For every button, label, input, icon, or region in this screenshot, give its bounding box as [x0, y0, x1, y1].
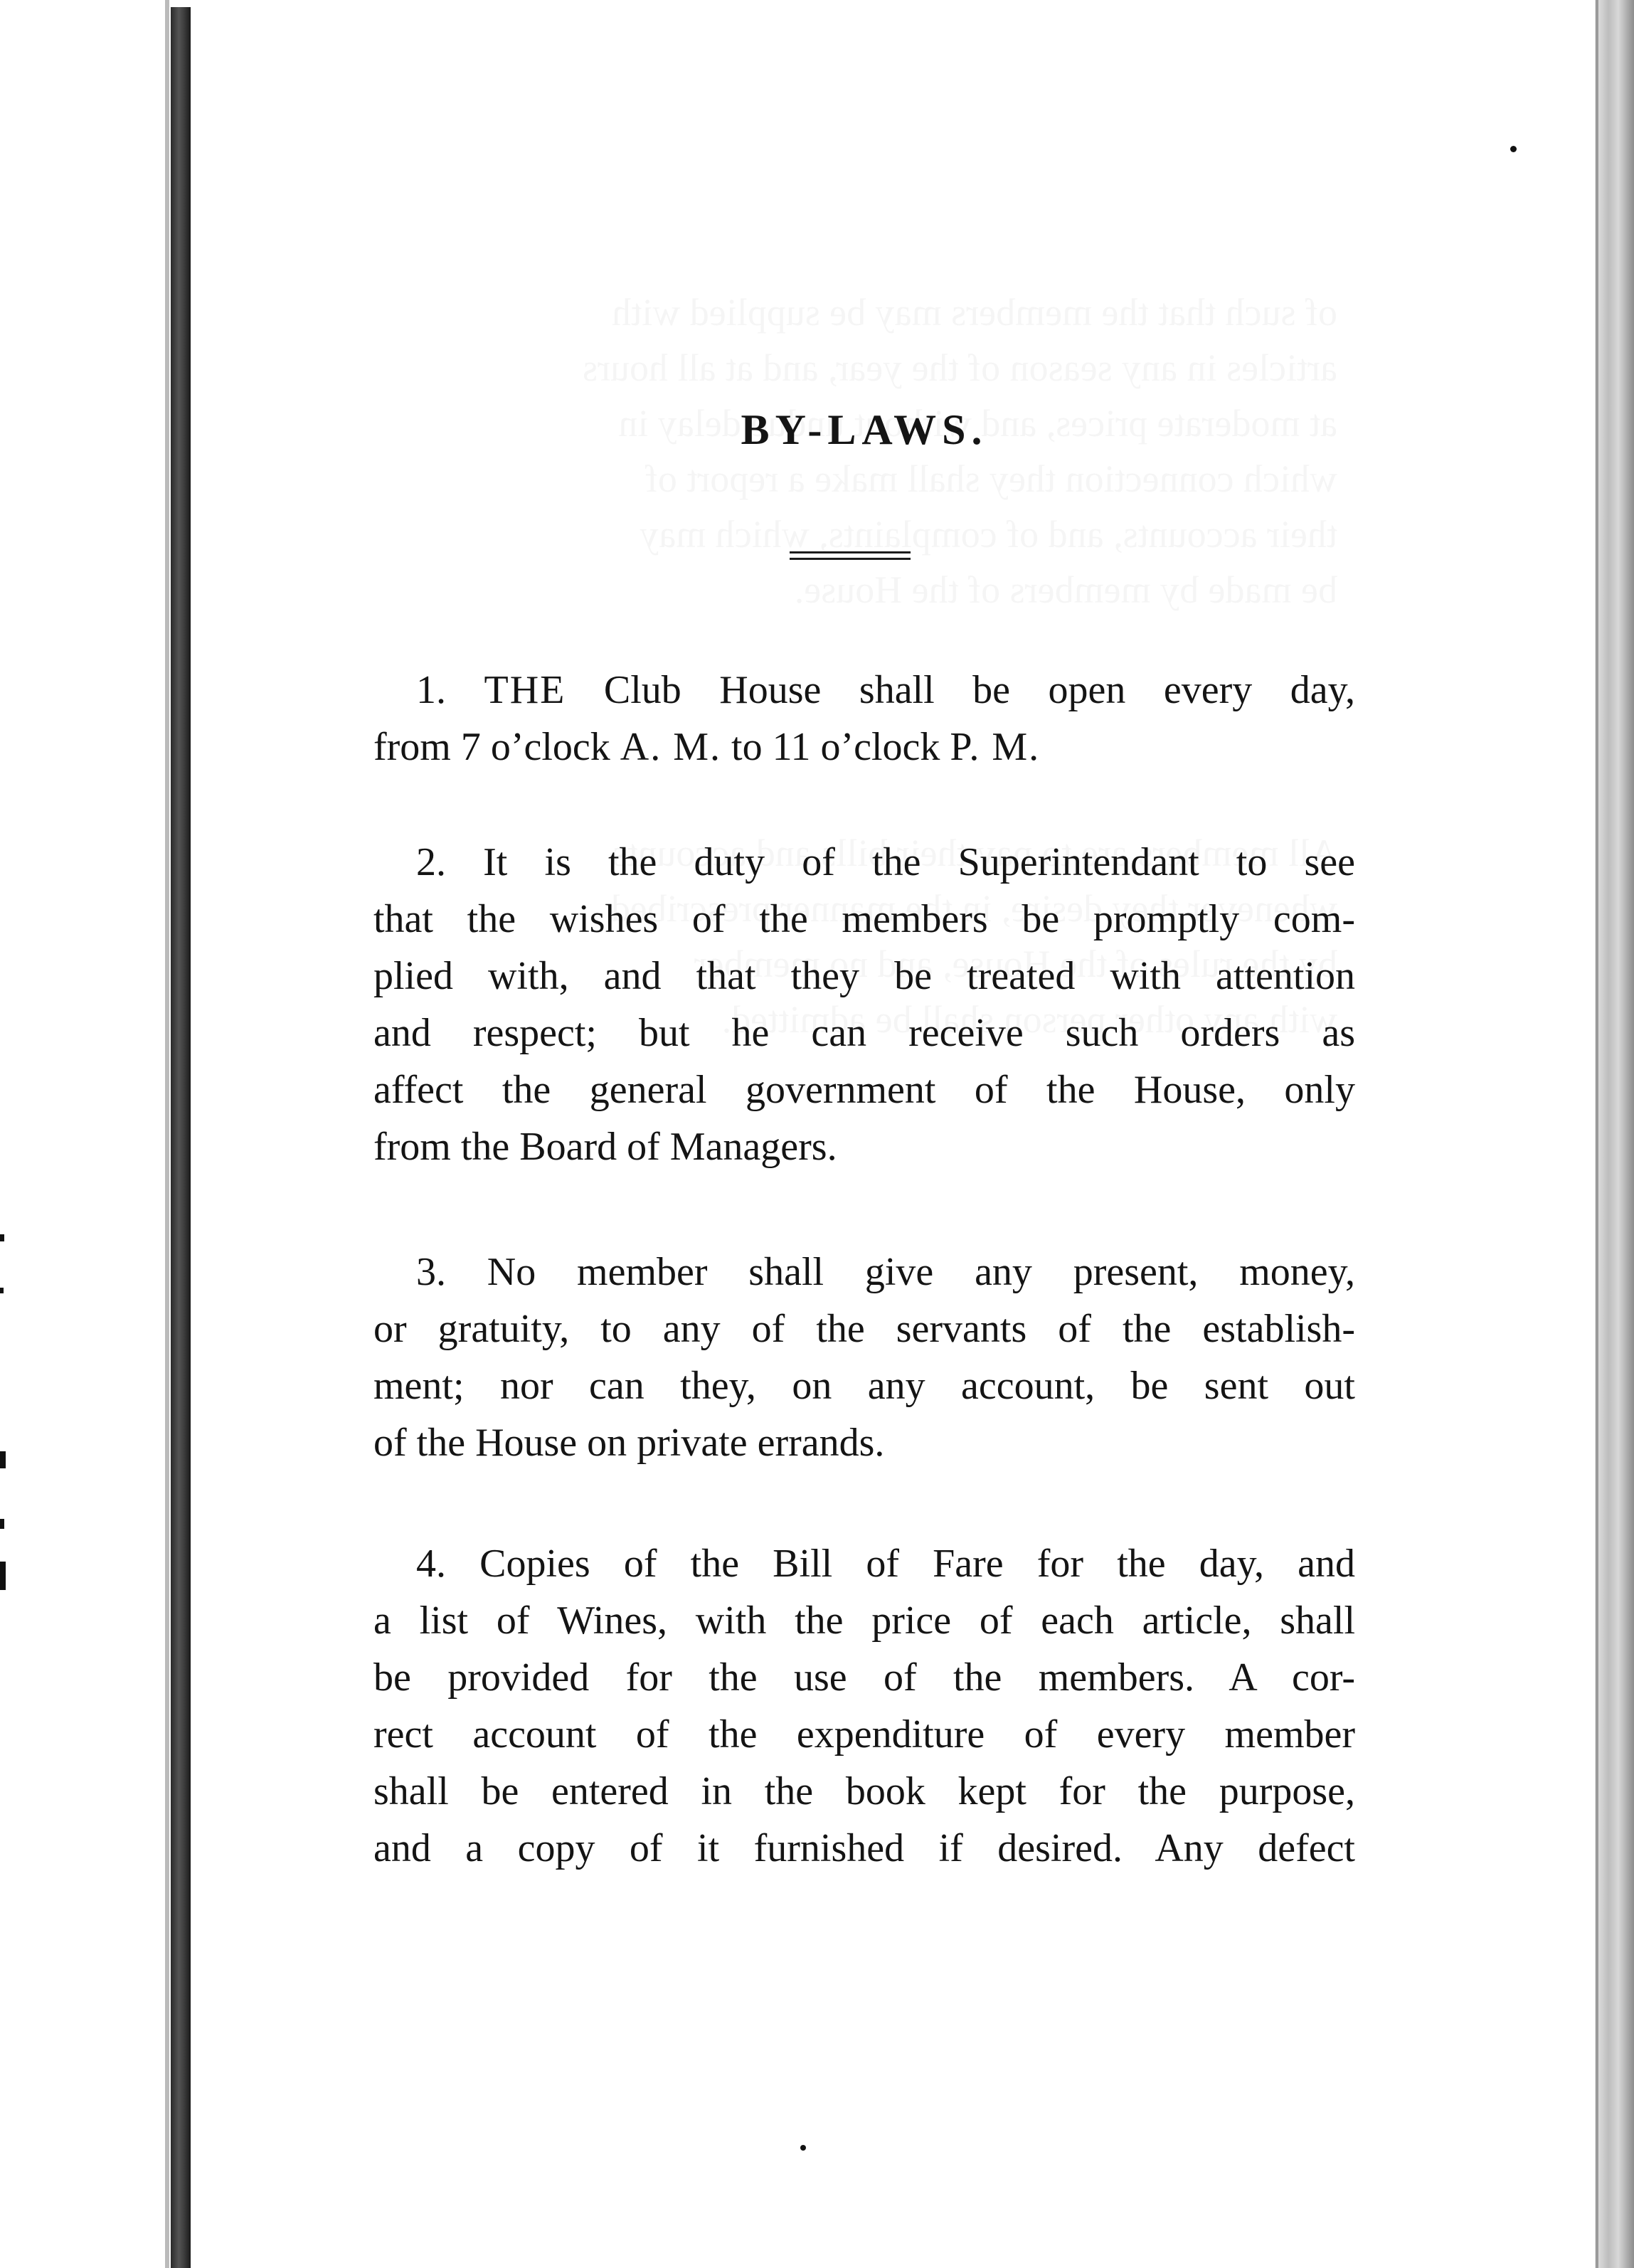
bylaw-line: rect account of the expenditure of every member — [373, 1712, 1355, 1756]
bylaw-line: affect the general government of the House, only — [373, 1068, 1355, 1112]
bylaw-line: be provided for the use of the members. A cor- — [373, 1655, 1355, 1700]
bylaw-text: Club House shall be open every day, — [566, 668, 1355, 712]
bylaw-line: a list of Wines, with the price of each article, shall — [373, 1599, 1355, 1643]
bylaw-text: It is the duty of the Superintendant to see — [483, 840, 1356, 884]
bylaw-1 — [373, 662, 1355, 775]
bylaw-line — [373, 1244, 1355, 1300]
bylaw-line — [373, 1535, 1355, 1592]
time-am: A. M. — [620, 725, 722, 769]
title-rule — [790, 551, 911, 561]
speck — [1510, 146, 1517, 152]
show-through-text — [377, 285, 1337, 683]
bylaw-3 — [373, 1244, 1355, 1471]
bylaw-line — [373, 662, 1355, 719]
bylaw-line: from the Board of Managers. — [373, 1125, 837, 1169]
bylaw-number: 1. — [416, 668, 446, 712]
bylaw-line — [373, 834, 1355, 891]
bylaw-line: and a copy of it furnished if desired. Any defect — [373, 1826, 1355, 1870]
bylaw-line: of the House on private errands. — [373, 1421, 885, 1465]
binding-edge — [165, 0, 169, 2268]
bylaw-line: or gratuity, to any of the servants of the establish- — [373, 1307, 1355, 1351]
binding-gutter — [171, 7, 191, 2268]
bleed-mark — [0, 1562, 6, 1590]
bylaw-text: Copies of the Bill of Fare for the day, and — [479, 1542, 1355, 1586]
bleed-mark — [0, 1519, 4, 1529]
bylaw-line: shall be entered in the book kept for the purpose, — [373, 1769, 1355, 1813]
bleed-mark — [0, 1234, 4, 1241]
bylaw-line: ment; nor can they, on any account, be sent out — [373, 1364, 1355, 1408]
small-caps-word: THE — [484, 668, 566, 712]
right-page-edge — [1595, 0, 1634, 2268]
bylaw-text: to 11 o’clock — [721, 725, 950, 769]
bylaw-4 — [373, 1535, 1355, 1877]
bylaw-line: and respect; but he can receive such orders as — [373, 1011, 1355, 1055]
bylaw-number: 3. — [416, 1250, 446, 1294]
speck — [800, 2145, 806, 2151]
bleed-mark — [0, 1451, 6, 1468]
bylaw-number: 4. — [416, 1542, 446, 1586]
right-page-edge-line — [1596, 0, 1598, 2268]
bylaw-line: plied with, and that they be treated with attention — [373, 954, 1355, 998]
bylaw-2 — [373, 834, 1355, 1175]
page-title: BY-LAWS. — [741, 406, 988, 453]
bylaw-line — [373, 719, 1355, 775]
facing-page-bleed — [0, 0, 164, 2268]
bleed-mark — [0, 1288, 4, 1293]
time-pm: P. M. — [950, 725, 1041, 769]
bylaw-number: 2. — [416, 840, 446, 884]
bylaw-text: No member shall give any present, money, — [487, 1250, 1355, 1294]
bylaw-text: from 7 o’clock — [373, 725, 620, 769]
bylaw-line: that the wishes of the members be promptly com- — [373, 897, 1355, 941]
